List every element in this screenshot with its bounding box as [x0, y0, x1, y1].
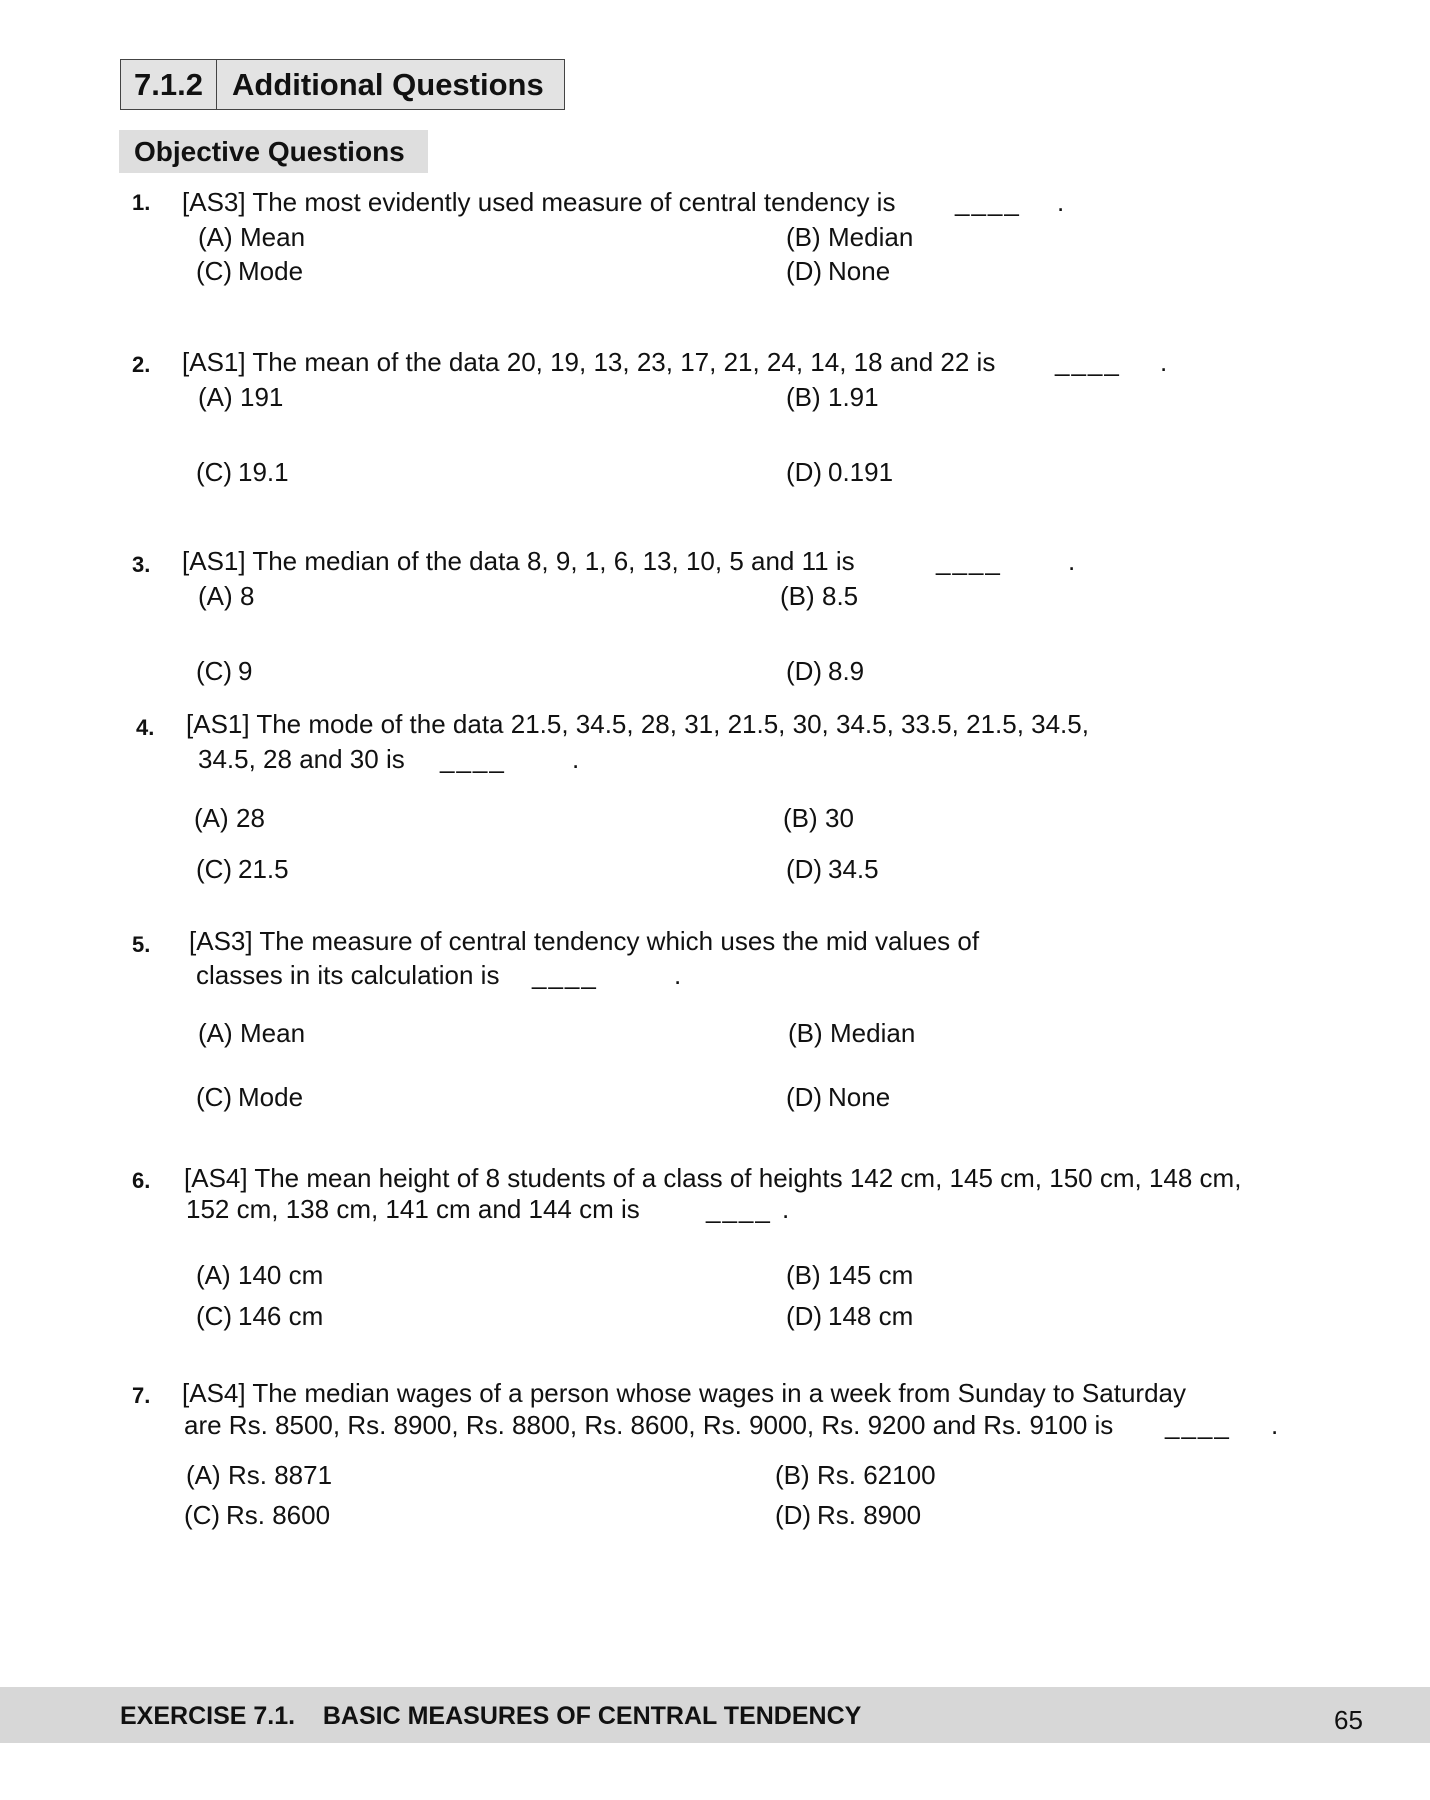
answer-blank: ____: [532, 960, 598, 990]
question-number: 3.: [132, 552, 151, 577]
option-label: (D): [786, 1082, 823, 1112]
question-period: .: [674, 960, 682, 990]
option-a[interactable]: [186, 1460, 332, 1490]
option-b[interactable]: [780, 581, 858, 611]
option-text: Mean: [240, 222, 306, 252]
footer-label: EXERCISE 7.1. BASIC MEASURES OF CENTRAL TENDENCY: [120, 1702, 862, 1730]
option-d[interactable]: [786, 1301, 913, 1331]
question-text: [AS3] The measure of central tendency which uses the mid values of: [189, 926, 980, 956]
question-text: [AS4] The mean height of 8 students of a class of heights 142 cm, 145 cm, 150 cm, 148 cm,: [184, 1163, 1242, 1193]
question-period: .: [1057, 187, 1065, 217]
option-label: (B): [780, 581, 815, 611]
option-d[interactable]: [786, 1082, 890, 1112]
option-text: Rs. 8600: [226, 1500, 331, 1530]
option-d[interactable]: [786, 854, 879, 884]
option-text: Median: [828, 222, 914, 252]
option-a[interactable]: [198, 222, 305, 252]
question-number: 4.: [136, 715, 155, 740]
option-label: (B): [786, 222, 821, 252]
option-text: 148 cm: [828, 1301, 914, 1331]
option-text: 8.5: [822, 581, 859, 611]
option-label: (B): [786, 1260, 821, 1290]
option-label: (B): [783, 803, 818, 833]
answer-blank: ____: [1165, 1410, 1231, 1440]
option-a[interactable]: [196, 1260, 323, 1290]
option-label: (B): [775, 1460, 810, 1490]
section-number: 7.1.2: [121, 60, 217, 109]
option-label: (A): [198, 382, 233, 412]
option-label: (C): [196, 854, 233, 884]
option-label: (A): [186, 1460, 221, 1490]
option-label: (C): [196, 656, 233, 686]
question-number: 2.: [132, 352, 151, 377]
option-label: (A): [198, 1018, 233, 1048]
option-text: 146 cm: [238, 1301, 324, 1331]
option-c[interactable]: [196, 457, 289, 487]
question-number: 1.: [132, 190, 151, 215]
page-footer: [0, 1687, 1430, 1743]
question-period: .: [782, 1194, 790, 1224]
option-label: (B): [786, 382, 821, 412]
question-period: .: [572, 744, 580, 774]
option-label: (C): [196, 457, 233, 487]
option-d[interactable]: [786, 256, 890, 286]
option-text: 28: [236, 803, 265, 833]
option-b[interactable]: [788, 1018, 915, 1048]
question-number: 5.: [132, 932, 151, 957]
answer-blank: ____: [936, 546, 1002, 576]
option-b[interactable]: [786, 1260, 913, 1290]
question-period: .: [1068, 546, 1076, 576]
answer-blank: ____: [706, 1194, 772, 1224]
option-label: (D): [775, 1500, 812, 1530]
option-label: (D): [786, 256, 823, 286]
option-label: (C): [196, 1082, 233, 1112]
option-text: 8: [240, 581, 255, 611]
option-text: 30: [825, 803, 854, 833]
option-b[interactable]: [775, 1460, 936, 1490]
option-label: (D): [786, 656, 823, 686]
question-number: 6.: [132, 1168, 151, 1193]
option-text: 140 cm: [238, 1260, 324, 1290]
option-c[interactable]: [196, 656, 252, 686]
option-text: Mean: [240, 1018, 306, 1048]
option-text: Rs. 8871: [228, 1460, 333, 1490]
option-text: Rs. 62100: [817, 1460, 936, 1490]
section-title: Additional Questions: [232, 66, 544, 102]
option-text: 0.191: [828, 457, 894, 487]
option-text: Mode: [238, 256, 304, 286]
option-text: None: [828, 256, 891, 286]
option-c[interactable]: [196, 256, 303, 286]
option-text: Rs. 8900: [817, 1500, 922, 1530]
page-number: 65: [1334, 1705, 1363, 1735]
option-d[interactable]: [775, 1500, 921, 1530]
option-c[interactable]: [184, 1500, 330, 1530]
subheading: Objective Questions: [119, 130, 428, 173]
option-b[interactable]: [786, 222, 913, 252]
option-text: Median: [830, 1018, 916, 1048]
option-text: 1.91: [828, 382, 879, 412]
answer-blank: ____: [955, 187, 1021, 217]
option-b[interactable]: [786, 382, 879, 412]
option-text: 9: [238, 656, 253, 686]
option-text: Mode: [238, 1082, 304, 1112]
option-label: (D): [786, 457, 823, 487]
option-b[interactable]: [783, 803, 854, 833]
question-period: .: [1160, 347, 1168, 377]
option-text: 145 cm: [828, 1260, 914, 1290]
option-c[interactable]: [196, 854, 289, 884]
option-text: 19.1: [238, 457, 289, 487]
option-c[interactable]: [196, 1301, 323, 1331]
option-text: None: [828, 1082, 891, 1112]
option-label: (C): [184, 1500, 221, 1530]
question-text-cont: 34.5, 28 and 30 is: [198, 744, 405, 774]
answer-blank: ____: [1055, 347, 1121, 377]
option-label: (C): [196, 256, 233, 286]
option-label: (C): [196, 1301, 233, 1331]
option-a[interactable]: [198, 382, 283, 412]
question-text-cont: 152 cm, 138 cm, 141 cm and 144 cm is: [186, 1194, 640, 1224]
option-label: (A): [196, 1260, 231, 1290]
option-d[interactable]: [786, 656, 864, 686]
section-header: [120, 59, 565, 110]
option-label: (A): [198, 581, 233, 611]
question-text: [AS1] The median of the data 8, 9, 1, 6, 13, 10, 5 and 11 is: [182, 546, 855, 576]
question-text: [AS3] The most evidently used measure of central tendency is: [182, 187, 896, 217]
answer-blank: ____: [440, 744, 506, 774]
question-text-cont: are Rs. 8500, Rs. 8900, Rs. 8800, Rs. 8600, Rs. 9000, Rs. 9200 and Rs. 9100 is: [184, 1410, 1114, 1440]
option-label: (D): [786, 1301, 823, 1331]
option-text: 21.5: [238, 854, 289, 884]
option-a[interactable]: [198, 1018, 305, 1048]
question-text: [AS1] The mean of the data 20, 19, 13, 23, 17, 21, 24, 14, 18 and 22 is: [182, 347, 996, 377]
option-a[interactable]: [198, 581, 254, 611]
option-c[interactable]: [196, 1082, 303, 1112]
option-label: (B): [788, 1018, 823, 1048]
option-text: 8.9: [828, 656, 865, 686]
question-text: [AS1] The mode of the data 21.5, 34.5, 28, 31, 21.5, 30, 34.5, 33.5, 21.5, 34.5,: [186, 709, 1089, 739]
question-period: .: [1271, 1410, 1279, 1440]
option-d[interactable]: [786, 457, 893, 487]
question-text: [AS4] The median wages of a person whose wages in a week from Sunday to Saturday: [182, 1378, 1186, 1408]
option-a[interactable]: [194, 803, 265, 833]
option-label: (A): [194, 803, 229, 833]
option-label: (A): [198, 222, 233, 252]
option-text: 34.5: [828, 854, 879, 884]
question-text-cont: classes in its calculation is: [196, 960, 500, 990]
option-label: (D): [786, 854, 823, 884]
option-text: 191: [240, 382, 284, 412]
question-number: 7.: [132, 1383, 151, 1408]
